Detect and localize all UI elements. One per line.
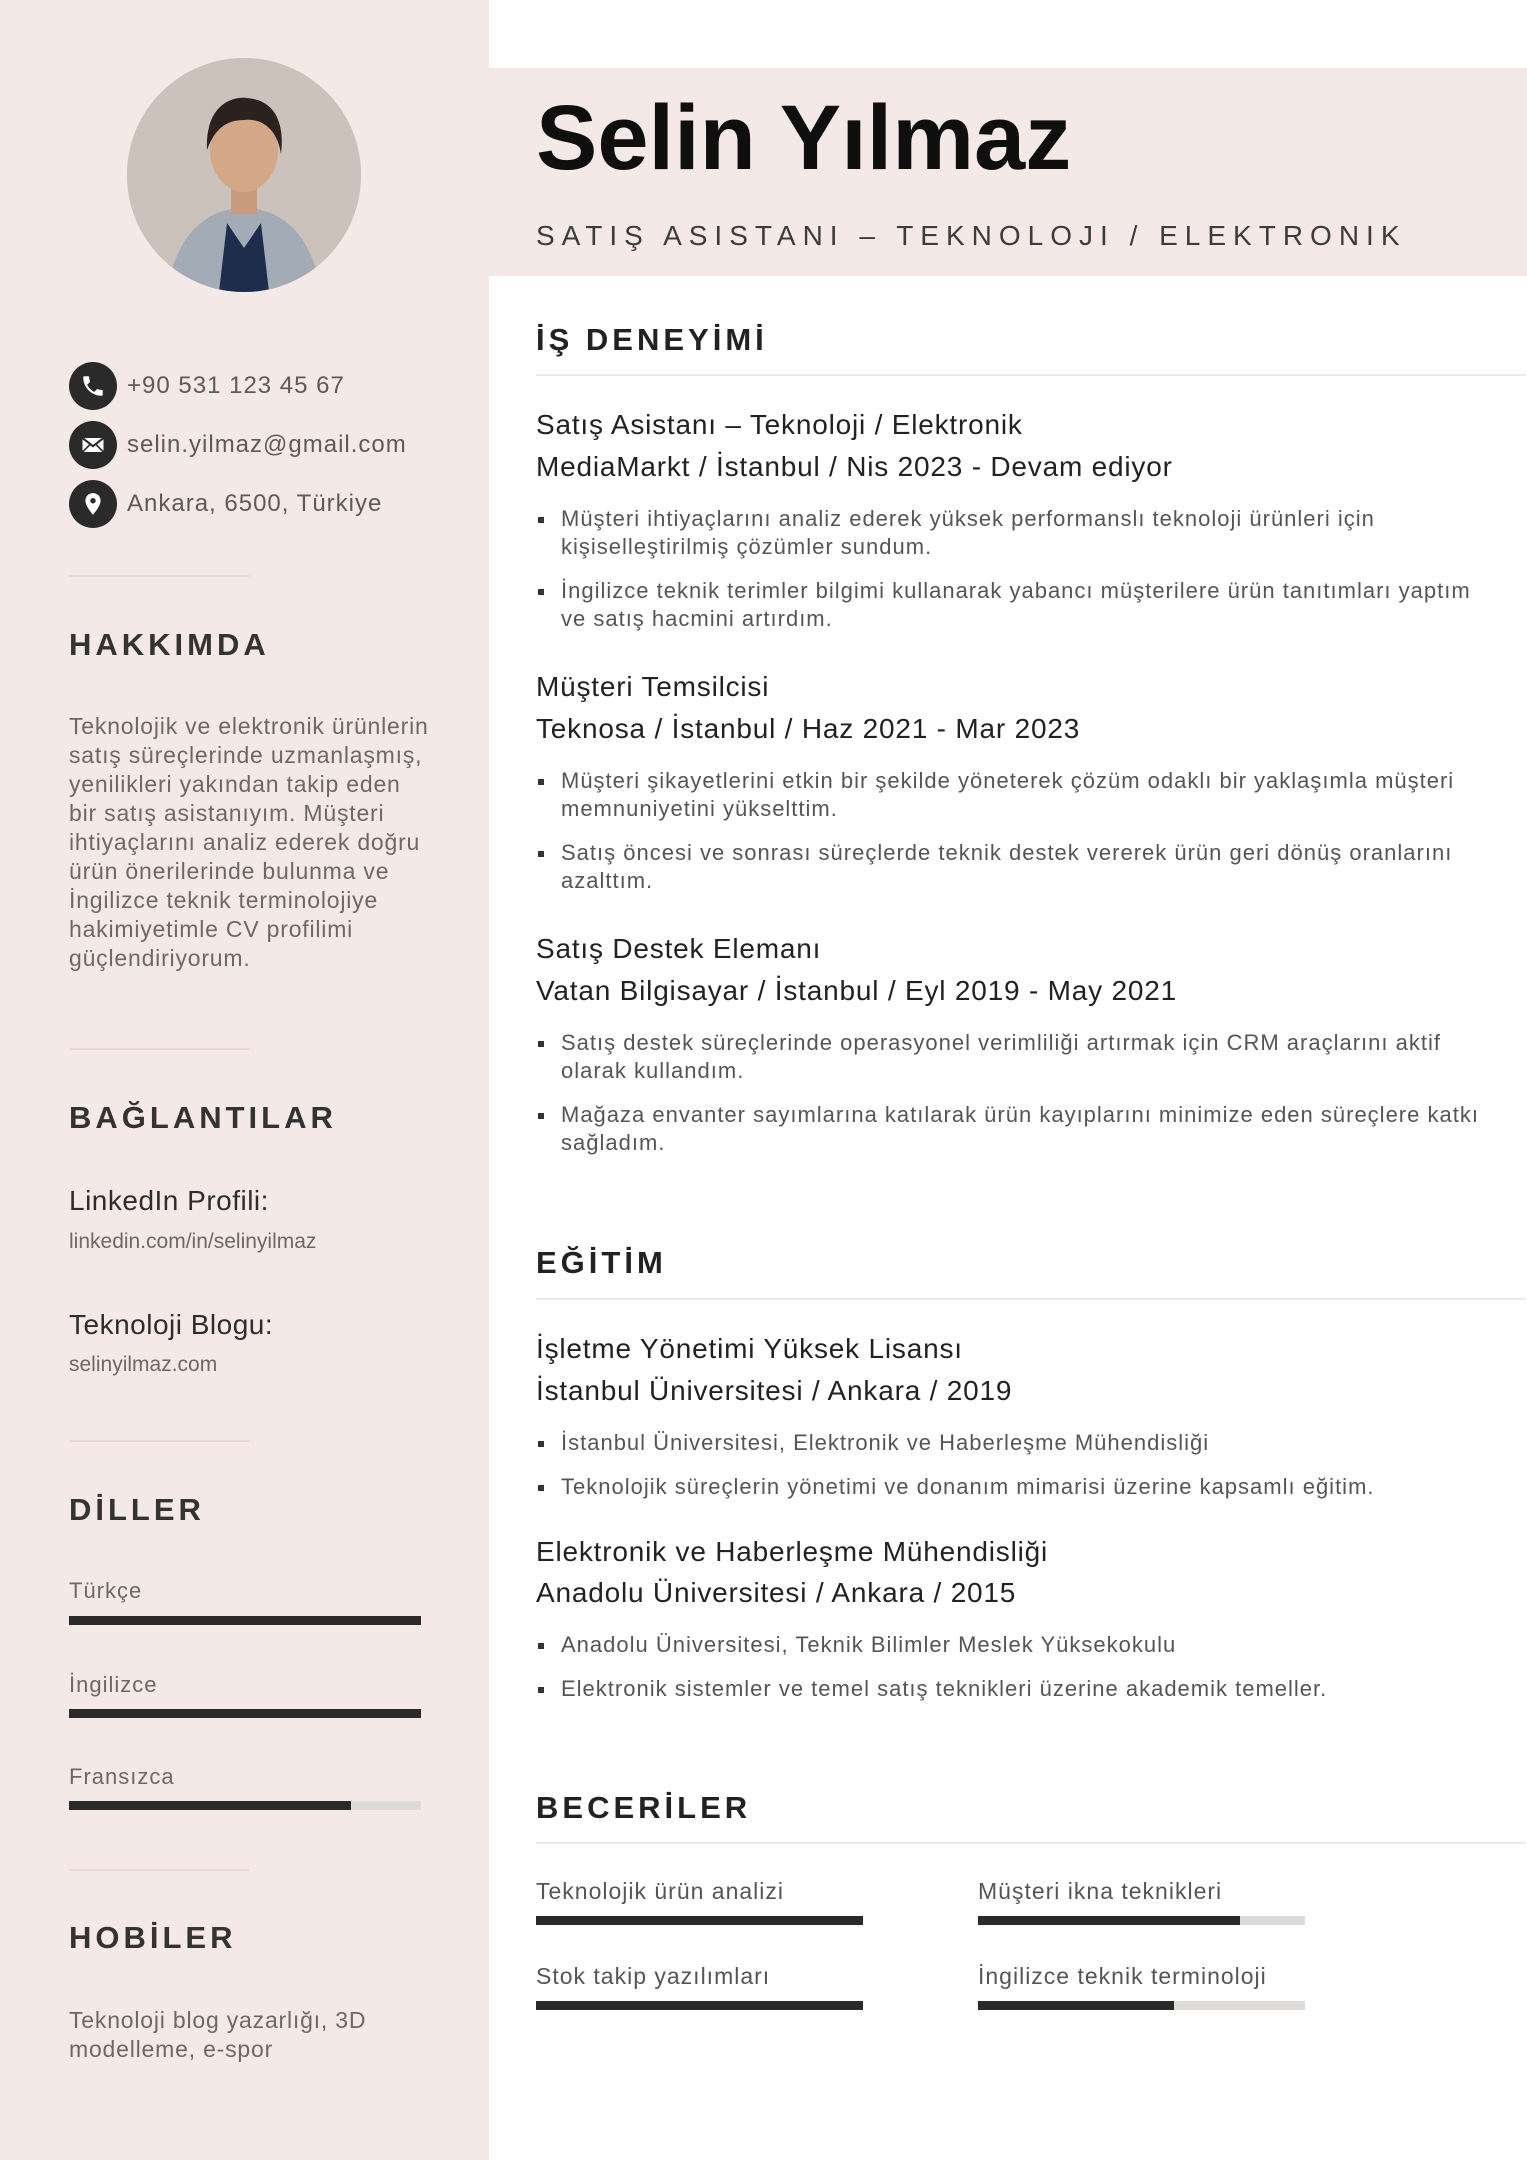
list-item: Elektronik sistemler ve temel satış teknikleri üzerine akademik temeller. xyxy=(536,1675,1496,1703)
contact-email[interactable] xyxy=(69,420,407,470)
skill-label: İngilizce teknik terminoloji xyxy=(978,1963,1267,1989)
skill-label: Müşteri ikna teknikleri xyxy=(978,1878,1223,1904)
about-text: Teknolojik ve elektronik ürünlerin satış süreçlerinde uzmanlaşmış, yenilikleri yakından takip eden bir satış asistanıyım. Müşteri ihtiyaçlarını analiz ederek doğru ürün önerilerinde bulunma ve İngilizce teknik terminolojiye hakimiyetimle CV profilimi güçlendiriyorum. xyxy=(69,713,429,971)
sidebar xyxy=(0,0,489,2160)
list-item: İngilizce teknik terimler bilgimi kullanarak yabancı müşterilere ürün tanıtımları yaptım ve satış hacmini artırdım. xyxy=(536,577,1496,633)
divider xyxy=(69,1048,249,1050)
degree-title: Elektronik ve Haberleşme Mühendisliği xyxy=(536,1536,1049,1567)
degree-bullets xyxy=(536,1631,1496,1719)
job-bullets xyxy=(536,767,1496,911)
list-item: Müşteri şikayetlerini etkin bir şekilde yöneterek çözüm odaklı bir yaklaşımla müşteri memnuniyetini yükselttim. xyxy=(536,767,1496,823)
links-heading: BAĞLANTILAR xyxy=(69,1100,337,1135)
section-rule xyxy=(536,1298,1526,1300)
section-rule xyxy=(536,1842,1526,1844)
language-bar-fill xyxy=(69,1801,351,1810)
language-label: Türkçe xyxy=(69,1578,143,1603)
skill-bar-fill xyxy=(536,1916,863,1925)
phone-text: +90 531 123 45 67 xyxy=(127,372,345,399)
list-item: Anadolu Üniversitesi, Teknik Bilimler Meslek Yüksekokulu xyxy=(536,1631,1496,1659)
job-title: Müşteri Temsilcisi xyxy=(536,671,770,702)
linkedin-label: LinkedIn Profili: xyxy=(69,1185,269,1216)
profile-photo-illustration xyxy=(127,58,361,292)
language-bar xyxy=(69,1616,421,1625)
job-company: Vatan Bilgisayar / İstanbul / Eyl 2019 - May 2021 xyxy=(536,975,1178,1006)
profile-photo xyxy=(127,58,361,292)
contact-phone[interactable] xyxy=(69,361,345,411)
list-item: Mağaza envanter sayımlarına katılarak ürün kayıplarını minimize eden süreçlere katkı sağladım. xyxy=(536,1101,1496,1157)
skill-bar xyxy=(978,1916,1305,1925)
list-item: Satış öncesi ve sonrası süreçlerde teknik destek vererek ürün geri dönüş oranlarını azalttım. xyxy=(536,839,1496,895)
hobbies-heading: HOBİLER xyxy=(69,1920,237,1955)
skill-label: Stok takip yazılımları xyxy=(536,1963,771,1989)
blog-label: Teknoloji Blogu: xyxy=(69,1309,274,1340)
degree-title: İşletme Yönetimi Yüksek Lisansı xyxy=(536,1333,963,1364)
linkedin-link[interactable]: linkedin.com/in/selinyilmaz xyxy=(69,1230,317,1253)
phone-icon xyxy=(69,362,117,410)
hobbies-text: Teknoloji blog yazarlığı, 3D modelleme, e-spor xyxy=(69,2007,367,2062)
section-rule xyxy=(536,374,1526,376)
skill-bar xyxy=(536,1916,863,1925)
language-bar xyxy=(69,1801,421,1810)
skill-bar-fill xyxy=(978,2001,1174,2010)
degree-school: İstanbul Üniversitesi / Ankara / 2019 xyxy=(536,1375,1013,1406)
language-bar-fill xyxy=(69,1616,421,1625)
job-bullets xyxy=(536,1029,1496,1173)
languages-heading: DİLLER xyxy=(69,1492,205,1527)
language-bar-fill xyxy=(69,1709,421,1718)
skill-bar xyxy=(536,2001,863,2010)
about-heading: HAKKIMDA xyxy=(69,627,270,662)
language-label: İngilizce xyxy=(69,1672,158,1697)
person-name: Selin Yılmaz xyxy=(536,87,1072,189)
language-label: Fransızca xyxy=(69,1764,175,1789)
email-text: selin.yilmaz@gmail.com xyxy=(127,431,407,458)
list-item: İstanbul Üniversitesi, Elektronik ve Haberleşme Mühendisliği xyxy=(536,1429,1496,1457)
divider xyxy=(69,575,249,577)
list-item: Teknolojik süreçlerin yönetimi ve donanım mimarisi üzerine kapsamlı eğitim. xyxy=(536,1473,1496,1501)
language-bar xyxy=(69,1709,421,1718)
skills-heading: BECERİLER xyxy=(536,1790,752,1825)
degree-bullets xyxy=(536,1429,1496,1517)
list-item: Müşteri ihtiyaçlarını analiz ederek yüksek performanslı teknoloji ürünleri için kişiselleştirilmiş çözümler sundum. xyxy=(536,505,1496,561)
skill-bar xyxy=(978,2001,1305,2010)
location-text: Ankara, 6500, Türkiye xyxy=(127,490,383,517)
divider xyxy=(69,1440,249,1442)
skill-bar-fill xyxy=(536,2001,863,2010)
education-heading: EĞİTİM xyxy=(536,1245,667,1280)
job-title: Satış Asistanı – Teknoloji / Elektronik xyxy=(536,409,1023,440)
job-title: Satış Destek Elemanı xyxy=(536,933,822,964)
job-title-subtitle: SATIŞ ASISTANI – TEKNOLOJI / ELEKTRONIK xyxy=(536,220,1407,251)
job-bullets xyxy=(536,505,1496,649)
list-item: Satış destek süreçlerinde operasyonel verimliliği artırmak için CRM araçlarını aktif olarak kullandım. xyxy=(536,1029,1496,1085)
contact-location xyxy=(69,479,382,529)
blog-link[interactable]: selinyilmaz.com xyxy=(69,1353,218,1376)
divider xyxy=(69,1869,249,1871)
job-company: MediaMarkt / İstanbul / Nis 2023 - Devam ediyor xyxy=(536,451,1173,482)
job-company: Teknosa / İstanbul / Haz 2021 - Mar 2023 xyxy=(536,713,1081,744)
experience-heading: İŞ DENEYİMİ xyxy=(536,322,768,357)
location-icon xyxy=(69,480,117,528)
skill-bar-fill xyxy=(978,1916,1240,1925)
skill-label: Teknolojik ürün analizi xyxy=(536,1878,785,1904)
degree-school: Anadolu Üniversitesi / Ankara / 2015 xyxy=(536,1577,1017,1608)
mail-icon xyxy=(69,421,117,469)
